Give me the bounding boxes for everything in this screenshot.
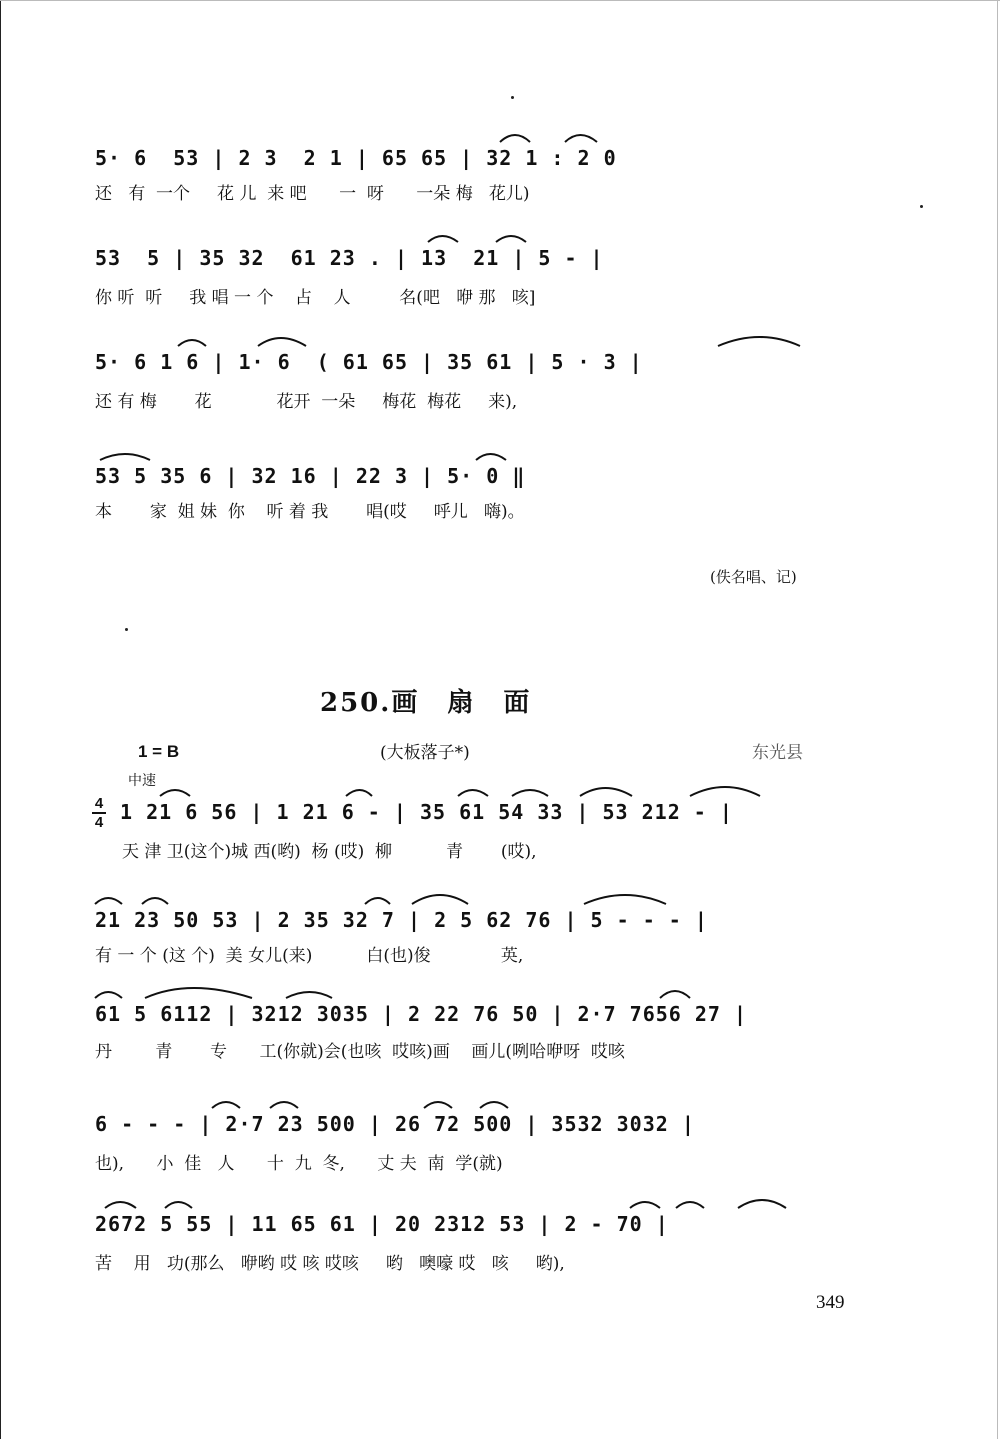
slur <box>584 895 666 904</box>
slur <box>690 787 760 796</box>
notation-row <box>95 142 855 174</box>
lyric-row: 天 津 卫(这个)城 西(哟) 杨 (哎) 柳 青 (哎), <box>122 842 537 862</box>
print-speck <box>125 628 128 631</box>
page-right-border <box>997 0 998 1439</box>
lyric-row: 还 有 梅 花 花开 一朵 梅花 梅花 来), <box>95 392 518 412</box>
origin-label: 东光县 <box>752 743 803 763</box>
notation-text: 5· 6 53 | 2 3 2 1 | 65 65 | 32 1 : 2 0 <box>95 146 617 170</box>
notation-row <box>95 460 855 492</box>
lyric-row: 苦 用 功(那么 咿哟 哎 咳 哎咳 哟 噢嚎 哎 咳 哟), <box>95 1254 565 1274</box>
lyric-row: 本 家 姐 妹 你 听 着 我 唱(哎 呼儿 嗨)。 <box>95 502 525 522</box>
slur <box>660 991 690 998</box>
song-title: 250.画 扇 面 <box>320 688 532 718</box>
notation-text: 21 23 50 53 | 2 35 32 7 | 2 5 62 76 | 5 - - - | <box>95 908 708 932</box>
notation-text: 53 5 35 6 | 32 16 | 22 3 | 5· 0 ‖ <box>95 464 526 488</box>
slur <box>145 988 252 998</box>
time-signature <box>92 796 106 830</box>
print-speck <box>511 96 514 99</box>
slur <box>412 895 468 904</box>
slur <box>565 135 597 142</box>
time-signature-top: 4 <box>94 795 104 812</box>
key-signature: 1 = B <box>138 742 180 761</box>
notation-text: 5· 6 1 6 | 1· 6 ( 61 65 | 35 61 | 5 · 3 | <box>95 350 643 374</box>
lyric-row: 有 一 个 (这 个) 美 女儿(来) 白(也)俊 英, <box>95 946 524 966</box>
notation-text: 2672 5 55 | 11 65 61 | 20 2312 53 | 2 - 70 | <box>95 1212 669 1236</box>
lyric-row: 你 听 听 我 唱 一 个 占 人 名(吧 咿 那 咳] <box>95 288 536 308</box>
notation-text: 6 - - - | 2·7 23 500 | 26 72 500 | 3532 3032 | <box>95 1112 695 1136</box>
tempo-marking: 中速 <box>128 773 156 789</box>
time-signature-bottom: 4 <box>94 814 104 831</box>
notation-row <box>120 796 880 828</box>
notation-row <box>95 346 855 378</box>
notation-text: 53 5 | 35 32 61 23 . | 13 21 | 5 - | <box>95 246 604 270</box>
lyric-row: 还 有 一个 花 儿 来 吧 一 呀 一朵 梅 花儿) <box>95 184 530 204</box>
page-left-border <box>0 0 1 1439</box>
slur <box>580 788 632 796</box>
lyric-row: 丹 青 专 工(你就)会(也咳 哎咳)画 画儿(咧哈咿呀 哎咳 <box>95 1042 625 1062</box>
notation-text: 61 5 6112 | 3212 3035 | 2 22 76 50 | 2·7 7656 27 | <box>95 1002 748 1026</box>
slur <box>718 337 800 346</box>
notation-row <box>95 1208 855 1240</box>
notation-row <box>95 998 855 1030</box>
slur <box>738 1200 786 1208</box>
genre-label: (大板落子*) <box>380 743 470 763</box>
page-number: 349 <box>816 1292 845 1313</box>
lyric-row: 也), 小 佳 人 十 九 冬, 丈 夫 南 学(就) <box>95 1154 503 1174</box>
print-speck <box>920 205 923 208</box>
notation-row <box>95 242 855 274</box>
slur <box>258 338 306 346</box>
transcriber-credit: (佚名唱、记) <box>710 568 797 586</box>
notation-text: 1 21 6 56 | 1 21 6 - | 35 61 54 33 | 53 212 - | <box>120 800 733 824</box>
notation-row <box>95 904 855 936</box>
page-top-border <box>0 0 1000 1</box>
notation-row <box>95 1108 855 1140</box>
slur <box>500 135 530 142</box>
